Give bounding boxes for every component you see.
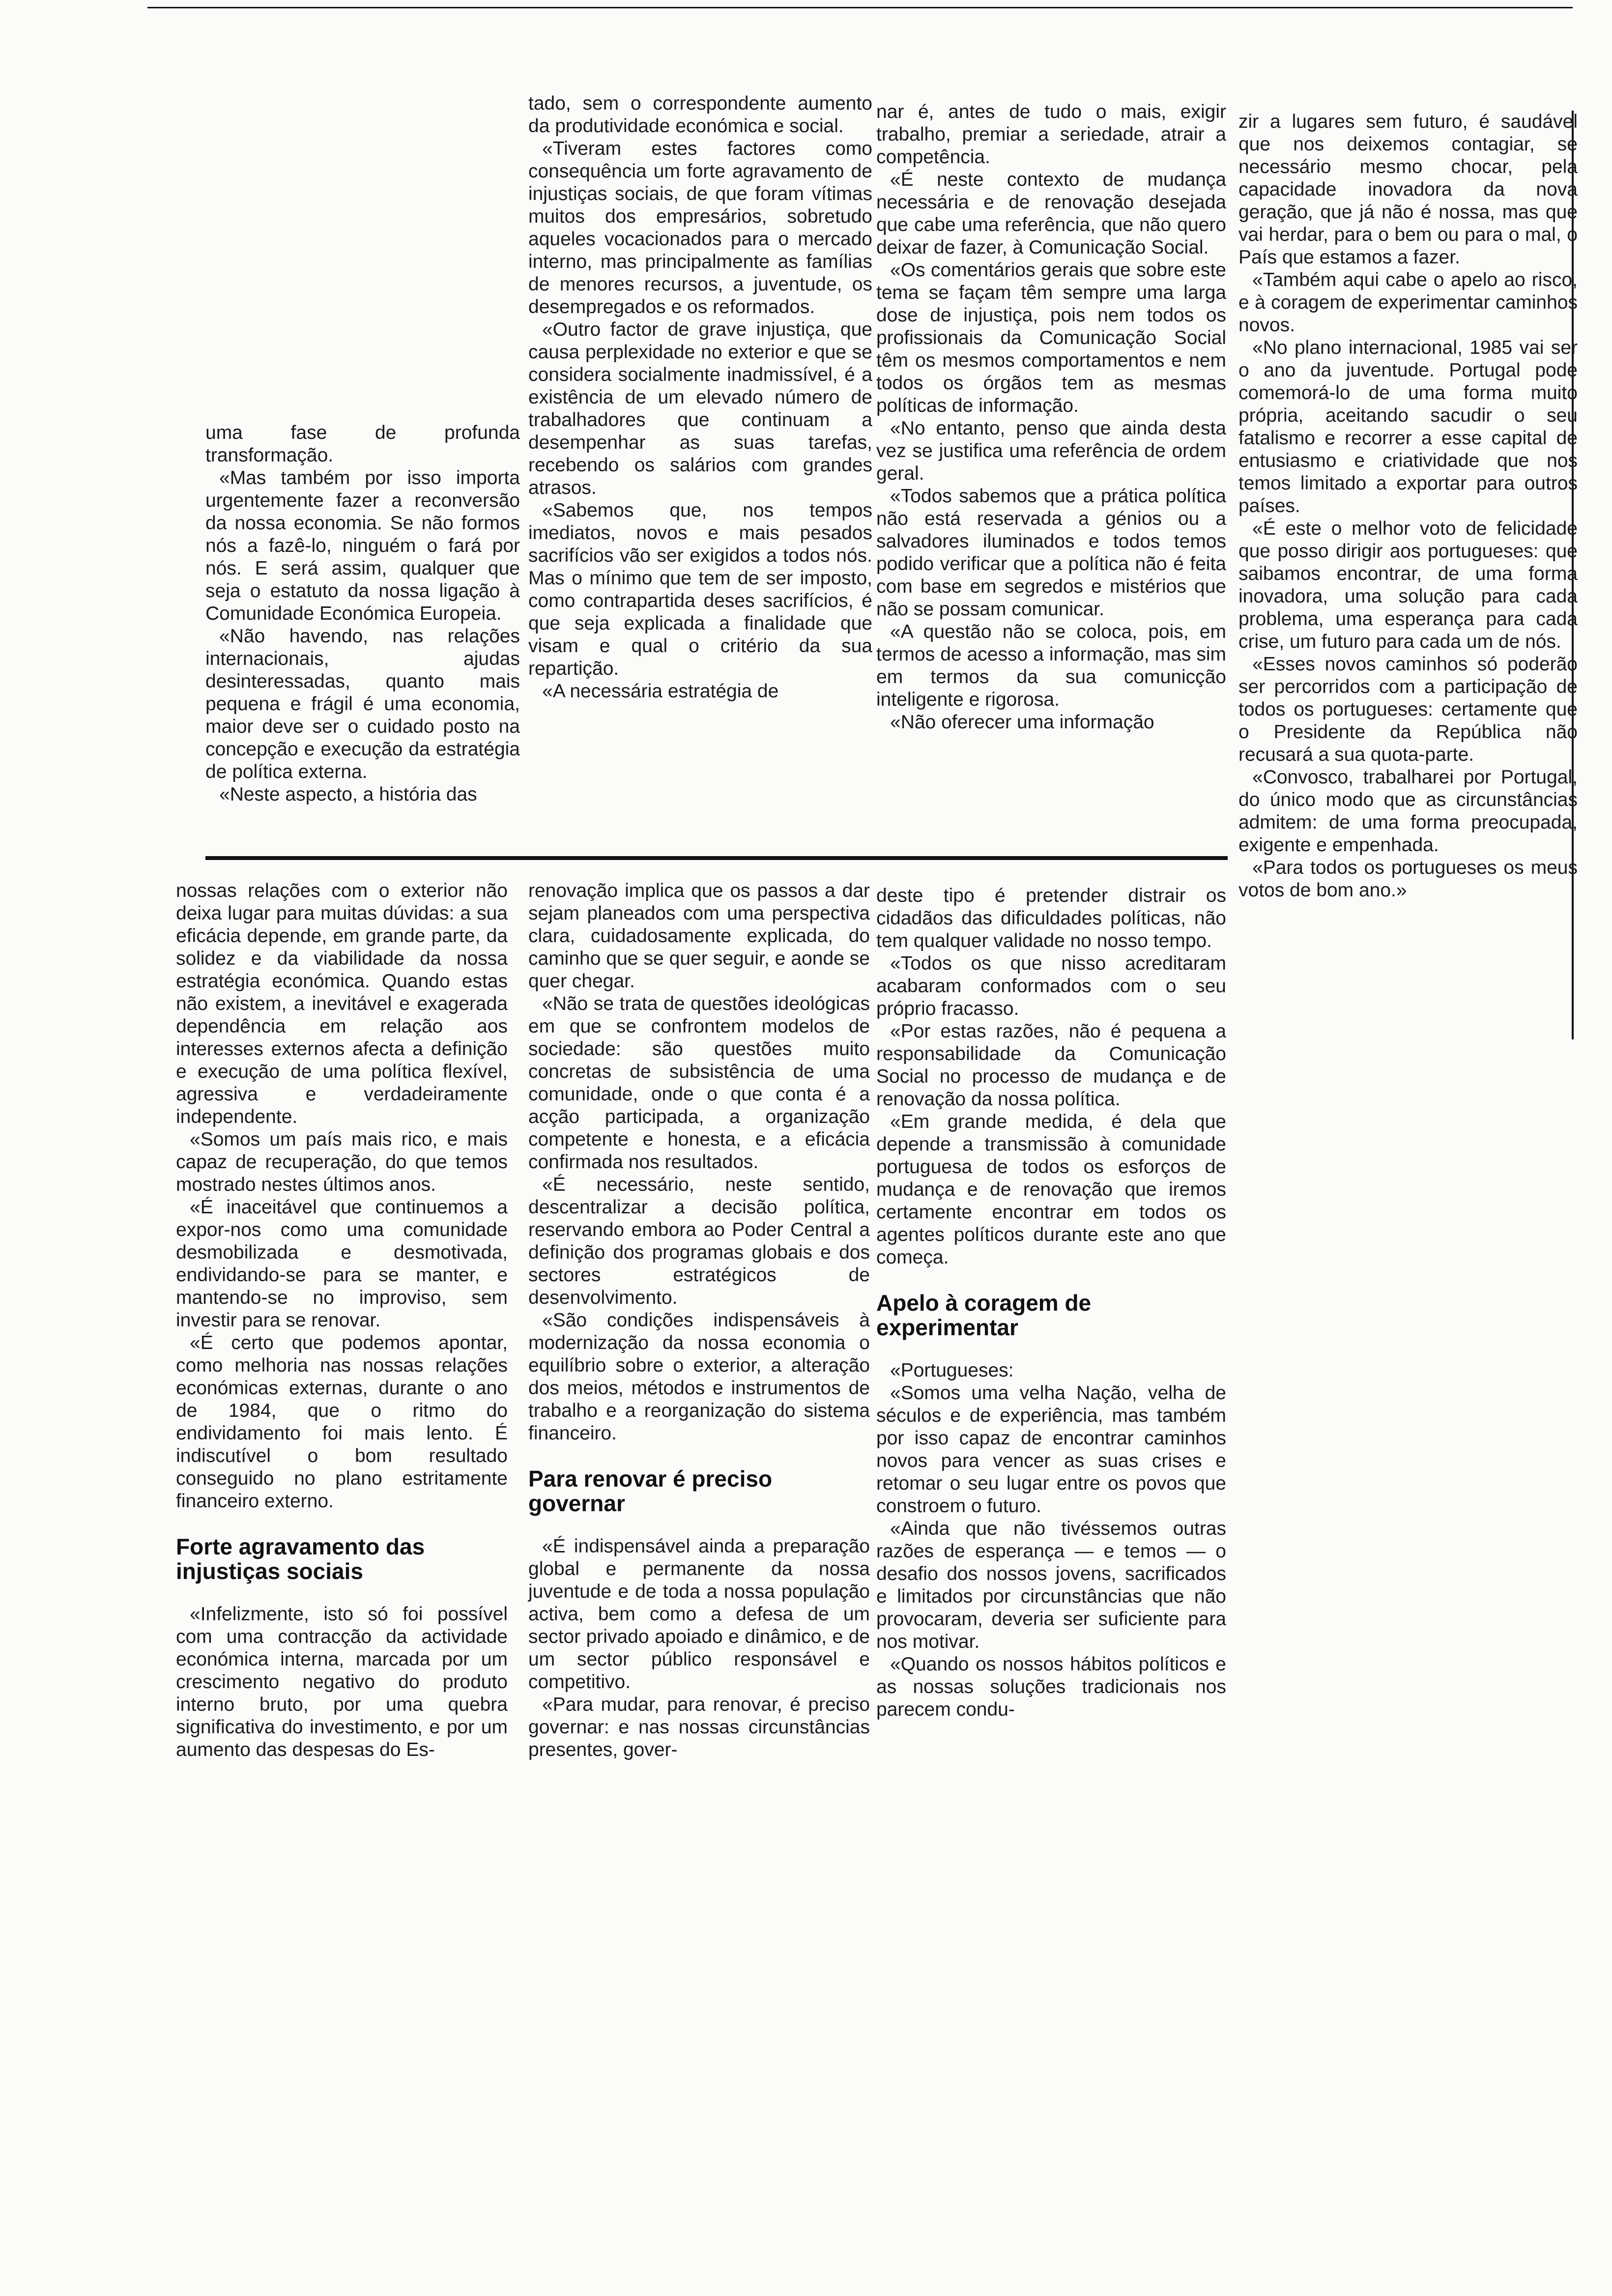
paragraph: «É neste contexto de mudança necessária e de renovação desejada que cabe uma referência, que não quero deixar de fazer, à Comunicação Social.: [876, 169, 1226, 258]
paragraph: «Infelizmente, isto só foi possível com uma contracção da actividade económica interna, marcada por um crescimento negativo do produto interno bruto, por uma quebra significativa do investimento, e por um aumento das despesas do Es-: [176, 1604, 508, 1760]
top-border-line: [147, 7, 1573, 8]
paragraph: «Também aqui cabe o apelo ao risco, e à coragem de experimentar caminhos novos.: [1238, 269, 1578, 336]
paragraph: «No entanto, penso que ainda desta vez se justifica uma referência de ordem geral.: [876, 418, 1226, 484]
section-divider-rule: [205, 856, 1228, 860]
paragraph: nossas relações com o exterior não deixa lugar para muitas dúvidas: a sua eficácia depende, em grande parte, da solidez e da viabilidade da nossa estratégia económica. Quando estas não existem, a inevitável e exagerada dependência em relação aos interesses externos afecta a definição e execução de uma política flexível, agressiva e verdadeiramente independente.: [176, 880, 508, 1127]
paragraph: «Sabemos que, nos tempos imediatos, novos e mais pesados sacrifícios vão ser exigidos a todos nós. Mas o mínimo que tem de ser imposto, como contrapartida deses sacrifícios, é que seja explicada a finalidade que visam e qual o critério da sua repartição.: [528, 500, 872, 679]
paragraph: «Não oferecer uma informação: [890, 712, 1154, 733]
paragraph: «Todos sabemos que a prática política não está reservada a génios ou a salvadores iluminados e todos temos podido verificar que a política não é feita com base em segredos e mistérios que não se possam comunicar.: [876, 486, 1226, 620]
column-bottom-1: [176, 880, 508, 1761]
column-4: [1238, 111, 1578, 902]
paragraph: «É este o melhor voto de felicidade que posso dirigir aos portugueses: que saibamos encontrar, de uma forma inovadora, uma solução para cada problema, uma esperança para cada crise, um futuro para cada um de nós.: [1238, 518, 1578, 652]
paragraph: «A necessária estratégia de: [542, 681, 779, 702]
paragraph: «Outro factor de grave injustiça, que causa perplexidade no exterior e que se considera socialmente inadmissível, é a existência de um elevado número de trabalhadores que continuam a desempenhar as suas tarefas, recebendo os salários com grandes atrasos.: [528, 319, 872, 498]
paragraph: «Portugueses:: [890, 1360, 1014, 1381]
paragraph: «É inaceitável que continuemos a expor-nos como uma comunidade desmobilizada e desmotivada, endividando-se para se manter, e mantendo-se no improviso, sem investir para se renovar.: [176, 1197, 508, 1331]
paragraph: «É indispensável ainda a preparação global e permanente da nossa juventude e de toda a nossa população activa, bem como a defesa de um sector privado apoiado e dinâmico, e de um sector público responsável e competitivo.: [528, 1536, 870, 1693]
paragraph: «Quando os nossos hábitos políticos e as nossas soluções tradicionais nos parecem condu-: [876, 1654, 1226, 1720]
paragraph: tado, sem o correspondente aumento da produtividade económica e social.: [528, 93, 872, 137]
paragraph: «São condições indispensáveis à modernização da nossa economia o equilíbrio sobre o exterior, a alteração dos meios, métodos e instrumentos de trabalho e a reorganização do sistema financeiro.: [528, 1310, 870, 1444]
column-top-2: [528, 92, 872, 703]
paragraph: «Neste aspecto, a história das: [219, 784, 477, 805]
paragraph: «Ainda que não tivéssemos outras razões de esperança — e temos — o desafio dos nossos jovens, sacrificados e limitados por circunstâncias que não provocaram, deveria ser suficiente para nos motivar.: [876, 1518, 1226, 1652]
section-heading: Apelo à coragem de experimentar: [876, 1290, 1092, 1340]
paragraph: deste tipo é pretender distrair os cidadãos das dificuldades políticas, não tem qualquer validade no nosso tempo.: [876, 885, 1226, 951]
paragraph: «Os comentários gerais que sobre este tema se façam têm sempre uma larga dose de injustiça, pois nem todos os profissionais da Comunicação Social têm os mesmos comportamentos e nem todos os órgãos tem as mesmas políticas de informação.: [876, 259, 1226, 416]
paragraph: «Convosco, trabalharei por Portugal, do único modo que as circunstâncias admitem: de uma forma preocupada, exigente e empenhada.: [1238, 767, 1578, 856]
paragraph: «Tiveram estes factores como consequência um forte agravamento de injustiças sociais, de que foram vítimas muitos dos empresários, sobretudo aqueles vocacionados para o mercado interno, mas principalmente as famílias de menores recursos, a juventude, os desempregados e os reformados.: [528, 138, 872, 317]
column-bottom-2: [528, 880, 870, 1761]
paragraph: nar é, antes de tudo o mais, exigir trabalho, premiar a seriedade, atrair a competência.: [876, 101, 1226, 168]
column-top-1: [205, 422, 520, 806]
paragraph: «Para mudar, para renovar, é preciso governar: e nas nossas circunstâncias presentes, gover-: [528, 1694, 870, 1760]
paragraph: «Somos um país mais rico, e mais capaz de recuperação, do que temos mostrado nestes últimos anos.: [176, 1129, 508, 1195]
paragraph: «Em grande medida, é dela que depende a transmissão à comunidade portuguesa de todos os esforços de mudança e de renovação que iremos certamente encontrar em todos os agentes políticos durante este ano que começa.: [876, 1111, 1226, 1268]
paragraph: «Não havendo, nas relações internacionais, ajudas desinteressadas, quanto mais pequena e frágil é uma economia, maior deve ser o cuidado posto na concepção e execução da estratégia de política externa.: [205, 626, 520, 782]
paragraph: uma fase de profunda transformação.: [205, 422, 520, 466]
paragraph: zir a lugares sem futuro, é saudável que nos deixemos contagiar, se necessário mesmo chocar, pela capacidade inovadora da nova geração, que já não é nossa, mas que vai herdar, para o bem ou para o mal, o País que estamos a fazer.: [1238, 111, 1578, 268]
section-heading: Para renovar é preciso governar: [528, 1466, 773, 1516]
paragraph: «No plano internacional, 1985 vai ser o ano da juventude. Portugal pode comemorá-lo de uma forma muito própria, aceitando sacudir o seu fatalismo e recorrer a esse capital de entusiasmo e criatividade que nos temos limitado a exportar para outros países.: [1238, 337, 1578, 517]
paragraph: renovação implica que os passos a dar sejam planeados com uma perspectiva clara, cuidadosamente explicada, do caminho que se quer seguir, e aonde se quer chegar.: [528, 880, 870, 992]
paragraph: «A questão não se coloca, pois, em termos de acesso a informação, mas sim em termos da sua comunicção inteligente e rigorosa.: [876, 621, 1226, 710]
section-heading: Forte agravamento das injustiças sociais: [176, 1534, 425, 1584]
paragraph: «Mas também por isso importa urgentemente fazer a reconversão da nossa economia. Se não formos nós a fazê-lo, ninguém o fará por nós. E será assim, qualquer que seja o estatuto da nossa ligação à Comunidade Económica Europeia.: [205, 467, 520, 624]
paragraph: «É necessário, neste sentido, descentralizar a decisão política, reservando embora ao Poder Central a definição dos programas globais e dos sectores estratégicos de desenvolvimento.: [528, 1174, 870, 1308]
paragraph: «Todos os que nisso acreditaram acabaram conformados com o seu próprio fracasso.: [876, 953, 1226, 1019]
paragraph: «Não se trata de questões ideológicas em que se confrontem modelos de sociedade: são questões muito concretas de subsistência de uma comunidade, onde o que conta é a acção participada, a organização competente e honesta, e a eficácia confirmada nos resultados.: [528, 993, 870, 1173]
paragraph: «Esses novos caminhos só poderão ser percorridos com a participação de todos os portugueses: certamente que o Presidente da República não recusará a sua quota-parte.: [1238, 654, 1578, 765]
paragraph: «Por estas razões, não é pequena a responsabilidade da Comunicação Social no processo de mudança e de renovação da nossa política.: [876, 1021, 1226, 1110]
column-bottom-3: [876, 885, 1226, 1721]
column-top-3: [876, 101, 1226, 734]
paragraph: «Somos uma velha Nação, velha de séculos e de experiência, mas também por isso capaz de encontrar caminhos novos para vencer as suas crises e retomar o seu lugar entre os povos que constroem o futuro.: [876, 1382, 1226, 1517]
paragraph: «É certo que podemos apontar, como melhoria nas nossas relações económicas externas, durante o ano de 1984, que o ritmo do endividamento foi mais lento. É indiscutível o bom resultado conseguido no plano estritamente financeiro externo.: [176, 1332, 508, 1512]
paragraph: «Para todos os portugueses os meus votos de bom ano.»: [1238, 857, 1578, 901]
